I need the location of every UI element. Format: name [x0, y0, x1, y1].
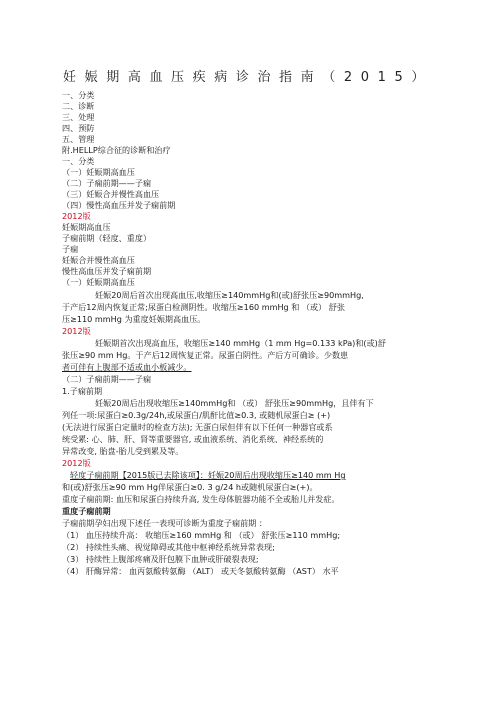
subsection-heading: （一）妊娠期高血压: [62, 277, 135, 287]
paragraph-line: 压≥110 mmHg 为重度妊娠期高血压。: [62, 314, 206, 324]
version-tag: 2012版: [62, 211, 91, 221]
paragraph-line: 张压≥90 mm Hg。于产后12周恢复正常。尿蛋白阴性。产后方可确诊。少数患: [62, 350, 349, 360]
toc-item: 五、管理: [62, 134, 95, 144]
document-title: 妊娠期高血压疾病诊治指南（2015）: [63, 70, 433, 85]
list-item: （3） 持续性上腹部疼痛及肝包膜下血肿或肝破裂表现;: [62, 554, 259, 564]
list-item: （2） 持续性头痛、视觉障碍或其他中枢神经系统异常表现;: [62, 542, 275, 552]
paragraph-line: (无法进行尿蛋白定量时的检查方法); 无蛋白尿但伴有以下任何一种器官或系: [62, 422, 333, 432]
version-tag: 2012版: [62, 326, 91, 336]
toc-item: 一、分类: [62, 90, 95, 100]
paragraph-line: 妊娠20周后首次出现高血压,收缩压≥140mmHg和(或)舒张压≥90mmHg,: [95, 290, 364, 300]
class-2012-item: 子痫前期（轻度、重度）: [62, 233, 152, 243]
class-2012-item: 子痫: [62, 244, 79, 254]
toc-item: 三、处理: [62, 112, 95, 122]
class-item: （一）妊娠期高血压: [62, 167, 135, 177]
paragraph-line: 异常改变, 胎盘-胎儿受到累及等。: [62, 446, 184, 456]
class-2012-item: 妊娠期高血压: [62, 222, 111, 232]
paragraph-line: 妊娠20周后出现收缩压≥140mmHg和 （或） 舒张压≥90mmHg，且伴有下: [95, 398, 374, 408]
paragraph-line: 子痫前期孕妇出现下述任一表现可诊断为重度子痫前期 ：: [62, 518, 267, 528]
class-2012-item: 妊娠合并慢性高血压: [62, 255, 135, 265]
item-heading: 1.子痫前期: [62, 386, 103, 396]
class-item: （四）慢性高血压并发子痫前期: [62, 200, 176, 210]
list-item: （1） 血压持续升高： 收缩压≥160 mmHg 和 （或） 舒张压≥110 mmHg;: [62, 530, 341, 540]
toc-item: 四、预防: [62, 123, 95, 133]
class-item: （二）子痫前期——子痫: [62, 178, 152, 188]
bold-heading: 重度子痫前期: [62, 506, 111, 516]
section-heading: 一、分类: [62, 156, 95, 166]
toc-item: 附.HELLP综合征的诊断和治疗: [62, 145, 171, 155]
subsection-heading: （二）子痫前期——子痫: [62, 374, 152, 384]
class-2012-item: 慢性高血压并发子痫前期: [62, 266, 152, 276]
toc-item: 二、诊断: [62, 101, 95, 111]
paragraph-line: 妊娠期首次出现高血压，收缩压≥140 mmHg（1 mm Hg=0.133 kPa)和(或)舒: [95, 338, 386, 348]
paragraph-line: 列任一项:尿蛋白≥0.3g/24h,或尿蛋白/肌酐比值≥0.3, 或随机尿蛋白≥ (+): [62, 410, 331, 420]
paragraph-line: 统受累: 心、肺、肝、肾等重要器官, 或血液系统、消化系统、神经系统的: [62, 434, 324, 444]
paragraph-line: 于产后12周内恢复正常;尿蛋白检测阴性。收缩压≥160 mmHg 和 （或） 舒张: [62, 302, 345, 312]
version-tag: 2012版: [62, 458, 91, 468]
class-item: （三）妊娠合并慢性高血压: [62, 189, 160, 199]
paragraph-line: 重度子痫前期: 血压和尿蛋白持续升高, 发生母体脏器功能不全或胎儿并发症。: [62, 494, 340, 504]
paragraph-line: 者可伴有上腹部不适或血小板减少。: [62, 362, 192, 372]
paragraph-line: 和(或)舒张压≥90 mm Hg伴尿蛋白≥0. 3 g/24 h或随机尿蛋白≥(+)。: [62, 482, 318, 492]
paragraph-line: 轻度子痫前期【2015版已去除该项】：妊娠20周后出现收缩压≥140 mm Hg: [70, 470, 346, 480]
list-item: （4） 肝酶异常： 血丙氨酸转氨酶 （ALT） 或天冬氨酸转氨酶 （AST） 水平: [62, 566, 339, 576]
